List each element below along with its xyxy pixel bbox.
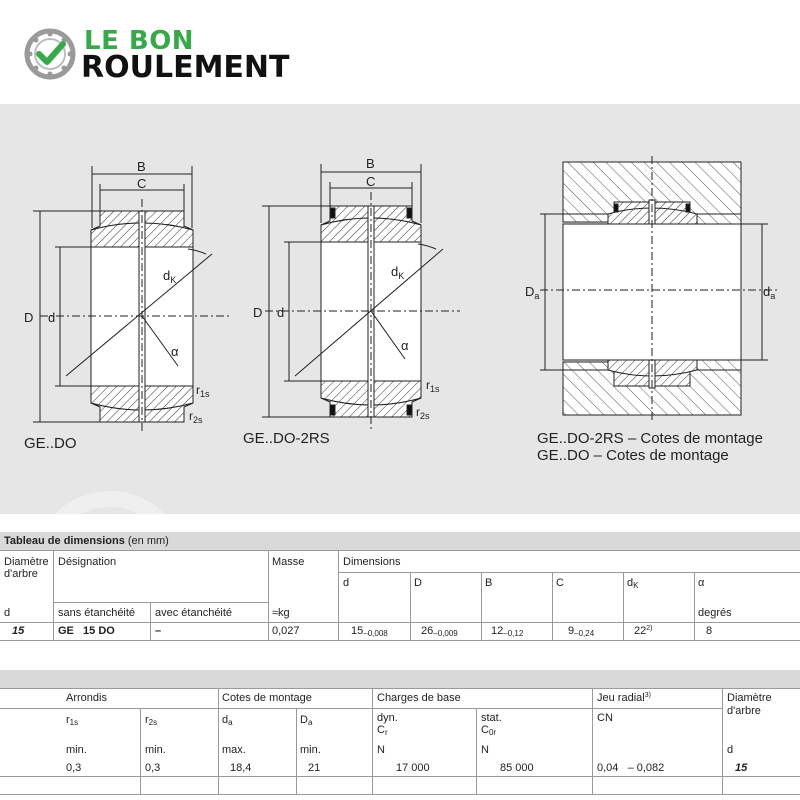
technical-drawing xyxy=(0,104,800,514)
dim-D-2: D xyxy=(253,305,263,320)
row-D: $26_{-0,009}$ xyxy=(421,625,458,638)
unit-max: max. xyxy=(222,744,246,756)
dim-r1s-2: $r_{1s}$ xyxy=(426,378,440,394)
dimensions-table-title: Tableau de dimensions (en mm) xyxy=(0,532,800,550)
dim-r2s-1: $r_{2s}$ xyxy=(189,409,203,425)
row-r1s: 0,3 xyxy=(66,762,82,774)
dim-alpha-1: α xyxy=(171,344,179,359)
header-C0r: stat. $C_{0r}$ xyxy=(481,712,502,737)
caption-ge-do: GE..DO xyxy=(24,435,77,452)
row-dK: 22$^{2)}$ xyxy=(634,625,653,637)
header-dimensions: Dimensions xyxy=(343,556,401,568)
dim-da: $d_a$ xyxy=(763,284,776,301)
brand-line1: LE BON xyxy=(84,26,195,56)
dim-C-2: C xyxy=(366,174,376,189)
header-diam: Diamètre d'arbre xyxy=(4,556,49,580)
unit-avec: avec étanchéité xyxy=(155,607,233,619)
dimensions-table xyxy=(0,532,800,642)
row-Da: 21 xyxy=(308,762,321,774)
mounting-drawing xyxy=(540,156,780,422)
header-masse: Masse xyxy=(272,556,305,568)
caption-ge-do-2rs: GE..DO-2RS xyxy=(243,430,330,447)
header-CN: CN xyxy=(597,712,613,724)
header-cotes: Cotes de montage xyxy=(222,692,312,704)
unit-min-3: min. xyxy=(300,744,321,756)
mounting-table-band xyxy=(0,670,800,688)
dim-dK-2: $d_K$ xyxy=(391,264,405,281)
header-D: D xyxy=(414,577,422,589)
dim-r2s-2: $r_{2s}$ xyxy=(416,405,430,421)
dim-r1s-1: $r_{1s}$ xyxy=(196,383,210,399)
header xyxy=(0,0,800,104)
dim-C-1: C xyxy=(137,176,147,191)
caption-mount-1: GE..DO-2RS – Cotes de montage xyxy=(537,430,763,447)
dim-B-2: B xyxy=(366,156,375,171)
header-r1s: $r_{1s}$ xyxy=(66,714,79,727)
unit-min-1: min. xyxy=(66,744,87,756)
unit-sans: sans étanchéité xyxy=(58,607,136,619)
row-B: $12_{-0,12}$ xyxy=(491,625,524,638)
row-r2s: 0,3 xyxy=(145,762,161,774)
unit-N-1: N xyxy=(377,744,385,756)
header-diam-2: Diamètre d'arbre xyxy=(727,692,772,717)
dim-d-2: d xyxy=(277,305,285,320)
row-d: $15_{-0,008}$ xyxy=(351,625,388,638)
header-B: B xyxy=(485,577,493,589)
dim-Da: $D_a$ xyxy=(525,284,540,301)
unit-d-2: d xyxy=(727,744,734,756)
header-arrondis: Arrondis xyxy=(66,692,107,704)
row-masse: 0,027 xyxy=(272,625,300,637)
dim-B-1: B xyxy=(137,159,146,174)
header-jeu: Jeu radial$^{3)}$ xyxy=(597,692,651,704)
row-jeu: 0,04 – 0,082 xyxy=(597,762,665,774)
dimensions-table-body xyxy=(0,550,800,642)
unit-kg: ≈kg xyxy=(272,607,290,619)
header-Da: $D_a$ xyxy=(300,714,313,727)
header-d: d xyxy=(343,577,350,589)
dim-dK-1: $d_K$ xyxy=(163,268,177,285)
row-avec: – xyxy=(155,625,162,637)
brand-logo[interactable] xyxy=(24,26,304,84)
row-Cr: 17 000 xyxy=(396,762,430,774)
mounting-table-body xyxy=(0,688,800,780)
row-diam: 15 xyxy=(12,625,25,637)
row-sans: GE 15 DO xyxy=(58,625,115,637)
row-alpha: 8 xyxy=(706,625,713,637)
row-diam-2: 15 xyxy=(735,762,748,774)
dim-alpha-2: α xyxy=(401,338,409,353)
header-charges: Charges de base xyxy=(377,692,461,704)
brand-line2: ROULEMENT xyxy=(81,50,290,85)
watermark xyxy=(40,499,180,514)
row-da: 18,4 xyxy=(230,762,252,774)
bearing-check-icon xyxy=(24,28,76,80)
unit-deg: degrés xyxy=(698,607,732,619)
header-r2s: $r_{2s}$ xyxy=(145,714,158,727)
row-C: $9_{-0,24}$ xyxy=(568,625,595,638)
header-designation: Désignation xyxy=(58,556,117,568)
caption-mount-2: GE..DO – Cotes de montage xyxy=(537,447,729,464)
header-da: $d_a$ xyxy=(222,714,233,727)
header-alpha: α xyxy=(698,577,705,589)
header-dK: $d_K$ xyxy=(627,577,639,590)
dim-D-1: D xyxy=(24,310,34,325)
unit-min-2: min. xyxy=(145,744,166,756)
header-C: C xyxy=(556,577,564,589)
mounting-table xyxy=(0,670,800,780)
dim-d-1: d xyxy=(48,310,56,325)
row-C0r: 85 000 xyxy=(500,762,534,774)
header-Cr: dyn. $C_r$ xyxy=(377,712,398,737)
unit-d: d xyxy=(4,607,11,619)
unit-N-2: N xyxy=(481,744,489,756)
